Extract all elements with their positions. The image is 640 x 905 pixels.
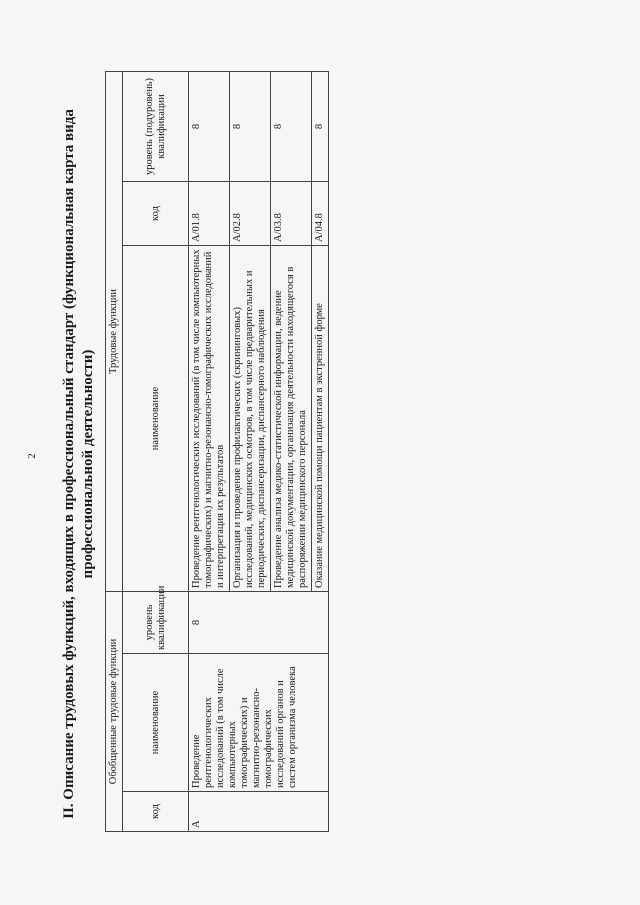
function-code: А/02.8: [230, 182, 271, 246]
function-level: 8: [189, 71, 230, 181]
page-number: 2: [26, 453, 38, 459]
general-code: А: [189, 792, 329, 832]
header-row-2: [123, 71, 189, 831]
title-line-1: II. Описание трудовых функций, входящих в профессиональный стандарт (функциональная карта вида: [61, 109, 77, 819]
header-sublevel: уровень (подуровень) квалификации: [123, 71, 189, 181]
function-code: А/03.8: [271, 182, 312, 246]
function-code: А/01.8: [189, 182, 230, 246]
general-level: 8: [189, 592, 329, 654]
function-name: Оказание медицинской помощи пациентам в экстренной форме: [312, 246, 329, 592]
functional-map-table: [105, 71, 329, 832]
header-row-1: [106, 71, 123, 831]
header-level: уровень квалификации: [123, 592, 189, 654]
header-code: код: [123, 792, 189, 832]
header-code-2: код: [123, 182, 189, 246]
table-row: [189, 71, 230, 831]
function-level: 8: [271, 71, 312, 181]
title-line-2: профессиональной деятельности): [80, 349, 96, 579]
header-labor: Трудовые функции: [106, 71, 123, 591]
header-generalized: Обобщенные трудовые функции: [106, 592, 123, 832]
function-name: Организация и проведение профилактических (скрининговых) исследований, медицинских осмотров, в том числе предварительных и периодических, диспансеризации, диспансерного наблюдения: [230, 246, 271, 592]
function-code: А/04.8: [312, 182, 329, 246]
rotated-content: [60, 58, 625, 870]
general-name: Проведение рентгенологических исследований (в том числе компьютерных томографических) и магнитно-резонансно-томографических исследований органов и систем организма человека: [189, 654, 329, 792]
function-level: 8: [230, 71, 271, 181]
section-title: [60, 58, 98, 870]
header-name: наименование: [123, 654, 189, 792]
function-level: 8: [312, 71, 329, 181]
function-name: Проведение рентгенологических исследований (в том числе компьютерных томографических) и магнитно-резонансно-томографических исследований и интерпретация их результатов: [189, 246, 230, 592]
function-name: Проведение анализа медико-статистической информации, ведение медицинской документации, организация деятельности находящегося в распоряжении медицинского персонала: [271, 246, 312, 592]
header-name-2: наименование: [123, 246, 189, 592]
